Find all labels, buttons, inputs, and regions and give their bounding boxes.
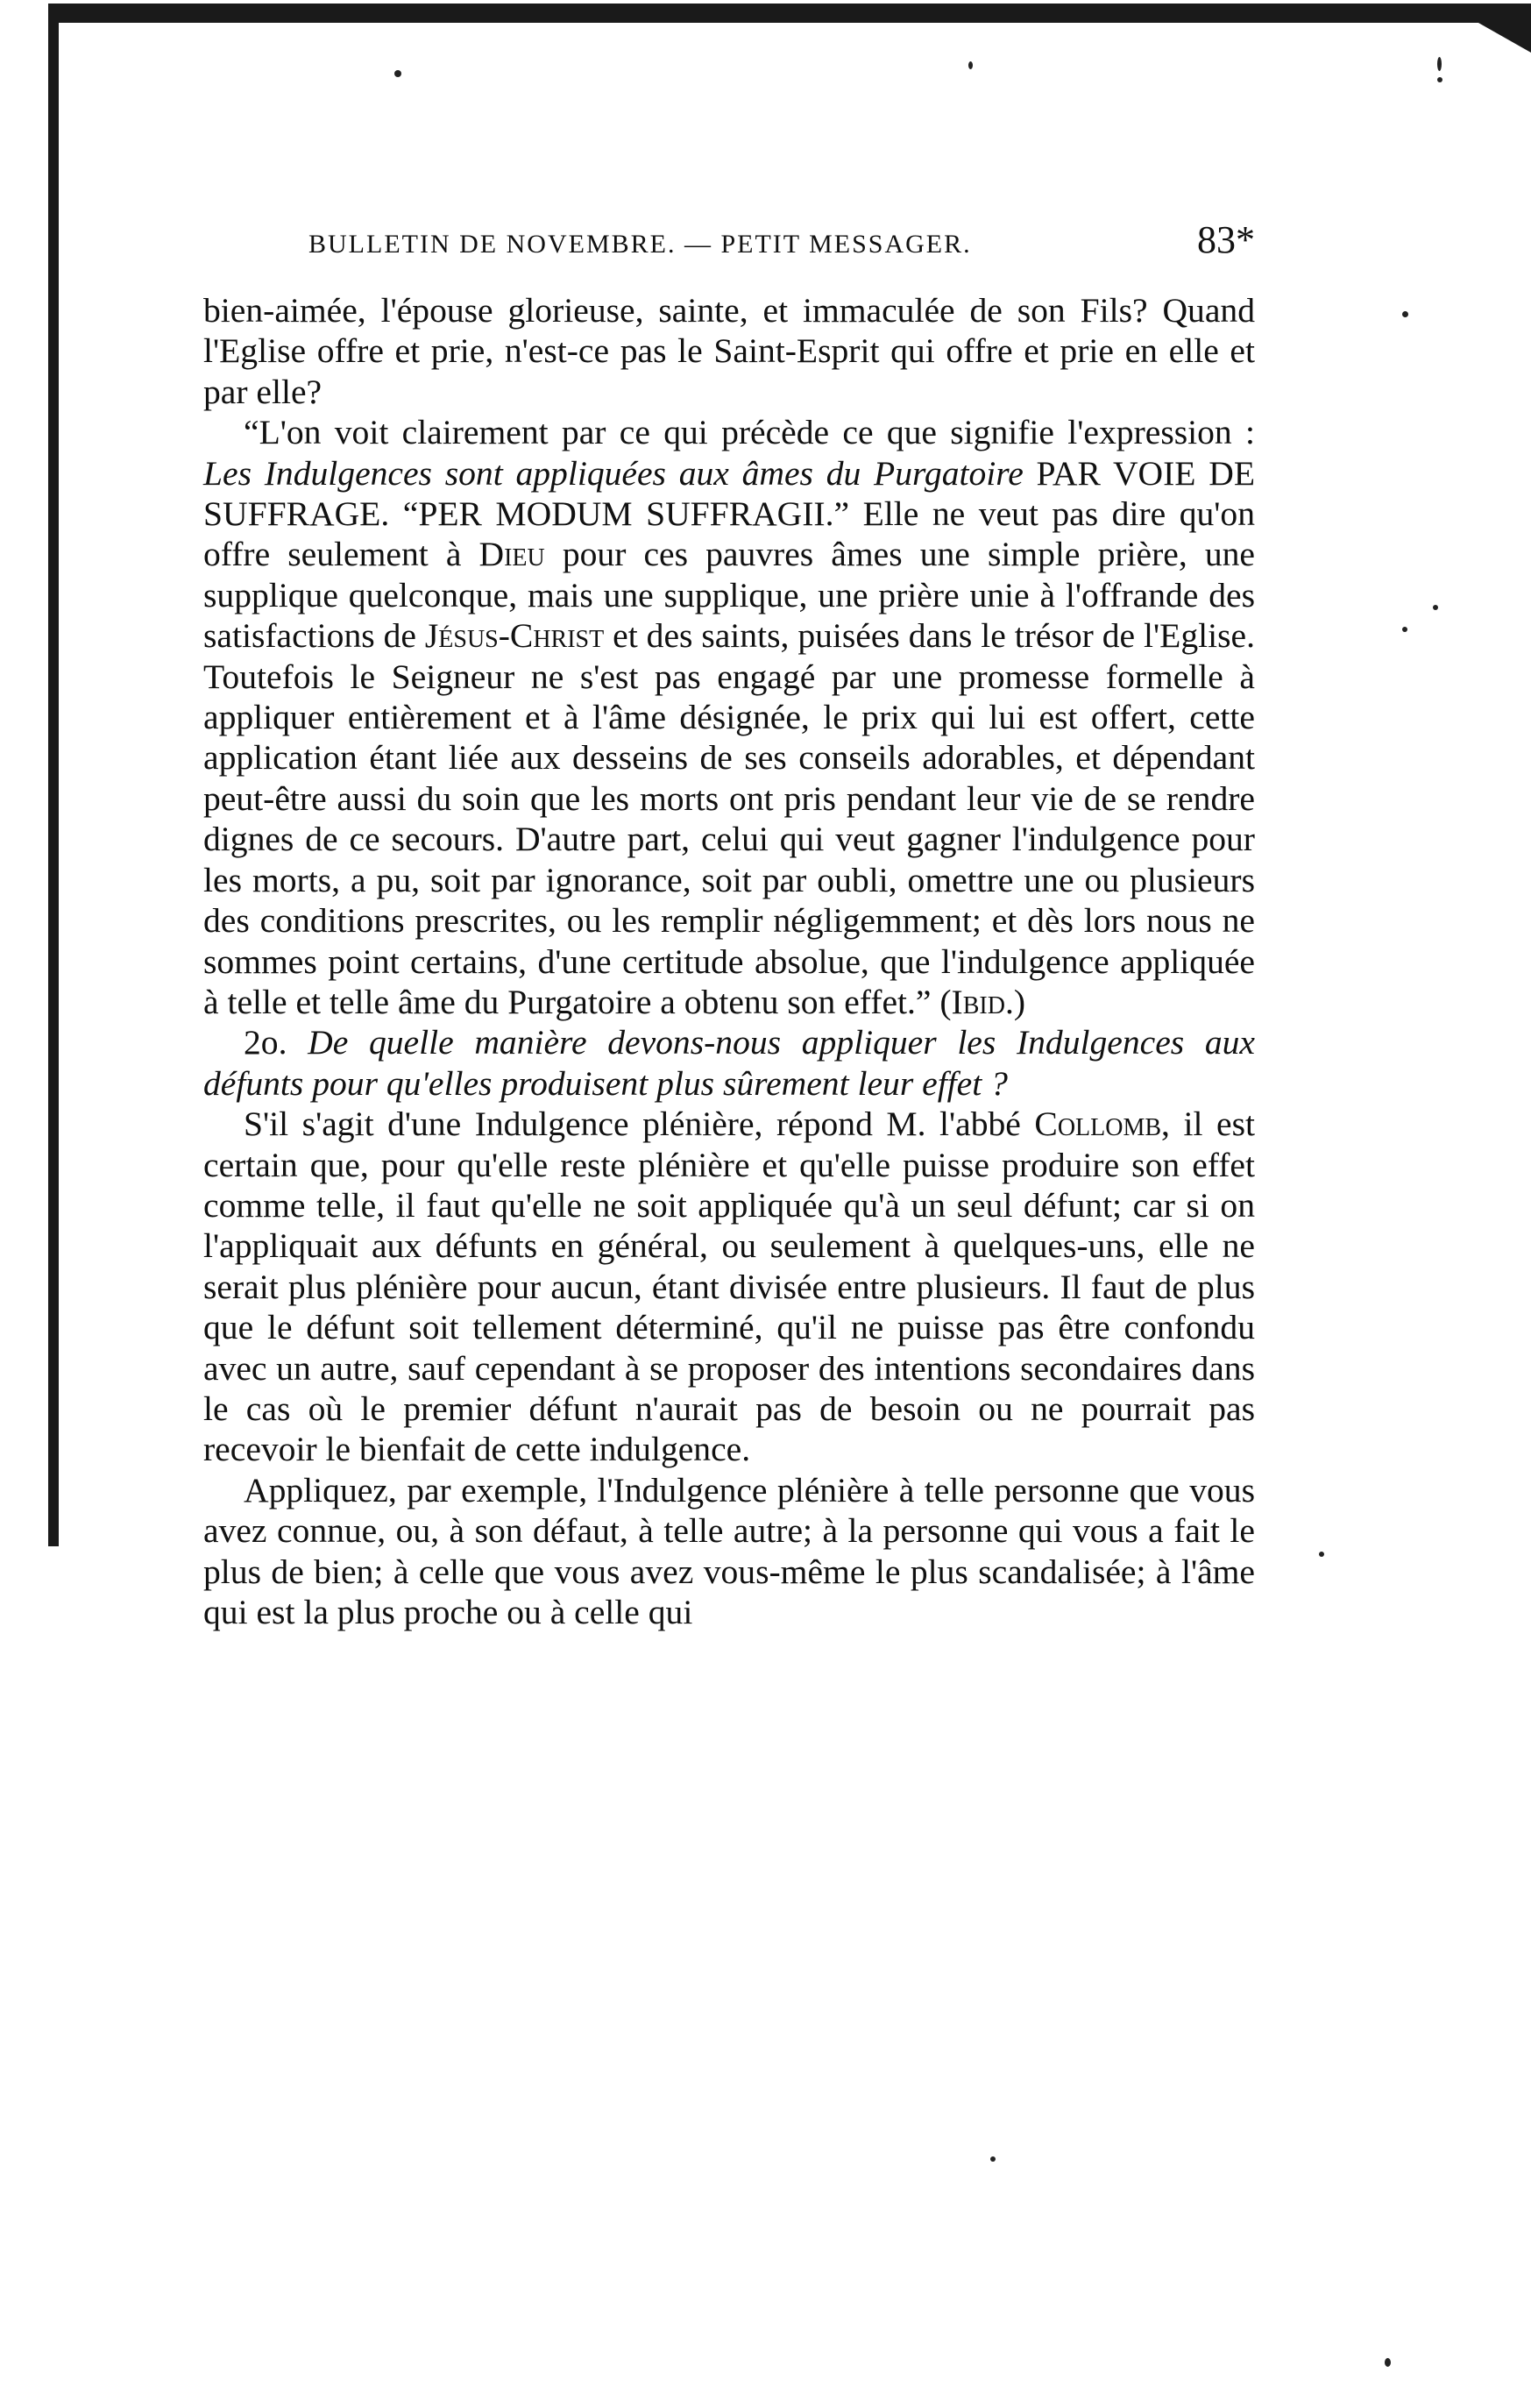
small-caps-run: Collomb bbox=[1034, 1105, 1162, 1144]
scan-speck bbox=[1437, 57, 1442, 71]
text-run: , il est certain que, pour qu'elle reste plénière et qu'elle puisse produire son effet comme telle, il faut qu'elle ne soit appliquée qu'à un seul défunt; car si on l'appliquait aux défunts en général, ou seulement à quelques-uns, elle ne serait plus plénière pour aucun, étant divisée entre plusieurs. Il faut de plus que le défunt soit tellement déterminé, qu'il ne puisse pas être confondu avec un autre, sauf cependant à se proposer des intentions secondaires dans le cas où le premier défunt n'aurait pas de besoin ou ne pourrait pas recevoir le bienfait de cette indulgence. bbox=[203, 1105, 1255, 1469]
scan-speck bbox=[1437, 77, 1442, 82]
text-run: et des saints, puisées dans le trésor de l'Eglise. Toutefois le Seigneur ne s'est pas engagé par une promesse formelle à appliquer entièrement et à l'âme désignée, le prix qui lui est offert, cette application étant liée aux desseins de ses conseils adorables, et dépendant peut-être aussi du soin que les morts ont pris pendant leur vie de se rendre dignes de ce secours. D'autre part, celui qui veut gagner l'indulgence pour les morts, a pu, soit par ignorance, soit par oubli, omettre une ou plusieurs des conditions prescrites, ou les remplir négligemment; et dès lors nous ne sommes point certains, d'une certitude absolue, que l'indulgence appliquée à telle et telle âme du Purgatoire a obtenu son effet.” ( bbox=[203, 616, 1255, 1021]
text-run: Elle ne veut pas dire qu'on offre seulement à bbox=[203, 494, 1255, 574]
scan-speck bbox=[1385, 2358, 1391, 2367]
small-caps-run: Jésus-Christ bbox=[424, 616, 605, 656]
scan-border-corner bbox=[1478, 23, 1531, 53]
body-text bbox=[203, 290, 1255, 1632]
italic-run: De quelle manière devons-nous appliquer les Indulgences aux défunts pour qu'elles produisent plus sûrement leur effet ? bbox=[203, 1023, 1255, 1103]
paragraph-5 bbox=[203, 1470, 1255, 1633]
running-title: BULLETIN DE NOVEMBRE. — PETIT MESSAGER. bbox=[308, 230, 972, 259]
scan-speck bbox=[1402, 627, 1407, 632]
question-number: 2o. bbox=[244, 1023, 308, 1062]
paragraph-1 bbox=[203, 290, 1255, 412]
scan-speck bbox=[394, 70, 401, 77]
text-run: pour ces pauvres âmes une simple prière, une supplique quelconque, mais une supplique, une prière unie à l'offrande des satisfactions de bbox=[203, 535, 1255, 656]
running-head bbox=[308, 217, 1255, 262]
scan-speck bbox=[1433, 605, 1438, 610]
paragraph-2 bbox=[203, 412, 1255, 1022]
scan-border-left bbox=[48, 4, 59, 1546]
page-number: 83* bbox=[1197, 218, 1255, 261]
scan-speck bbox=[990, 2156, 996, 2162]
paragraph-4 bbox=[203, 1104, 1255, 1470]
small-caps-run: Ibid. bbox=[951, 982, 1014, 1021]
scan-border-top bbox=[48, 4, 1531, 23]
text-run: “L'on voit clairement par ce qui précède ce que signifie l'expression : bbox=[244, 413, 1255, 452]
scan-speck bbox=[1319, 1552, 1324, 1557]
small-caps-run: PAR VOIE DE SUFFRAGE. “PER MODUM SUFFRAGII.” bbox=[203, 453, 1255, 534]
scan-speck bbox=[968, 61, 973, 69]
text-run: ) bbox=[1013, 982, 1026, 1021]
text-run: bien-aimée, l'épouse glorieuse, sainte, et immaculée de son Fils? Quand l'Eglise offre et prie, n'est-ce pas le Saint-Esprit qui offre et prie en elle et par elle? bbox=[203, 291, 1255, 411]
book-page bbox=[203, 217, 1255, 1632]
scan-speck bbox=[1402, 311, 1408, 317]
text-run: Appliquez, par exemple, l'Indulgence plénière à telle personne que vous avez connue, ou, à son défaut, à telle autre; à la personne qui vous a fait le plus de bien; à celle que vous avez vous-même le plus scandalisée; à l'âme qui est la plus proche ou à celle qui bbox=[203, 1470, 1255, 1631]
italic-run: Les Indulgences sont appliquées aux âmes du Purgatoire bbox=[203, 453, 1024, 493]
small-caps-run: Dieu bbox=[478, 535, 545, 574]
text-run: S'il s'agit d'une Indulgence plénière, répond M. l'abbé bbox=[244, 1105, 1035, 1144]
paragraph-3-question bbox=[203, 1022, 1255, 1104]
